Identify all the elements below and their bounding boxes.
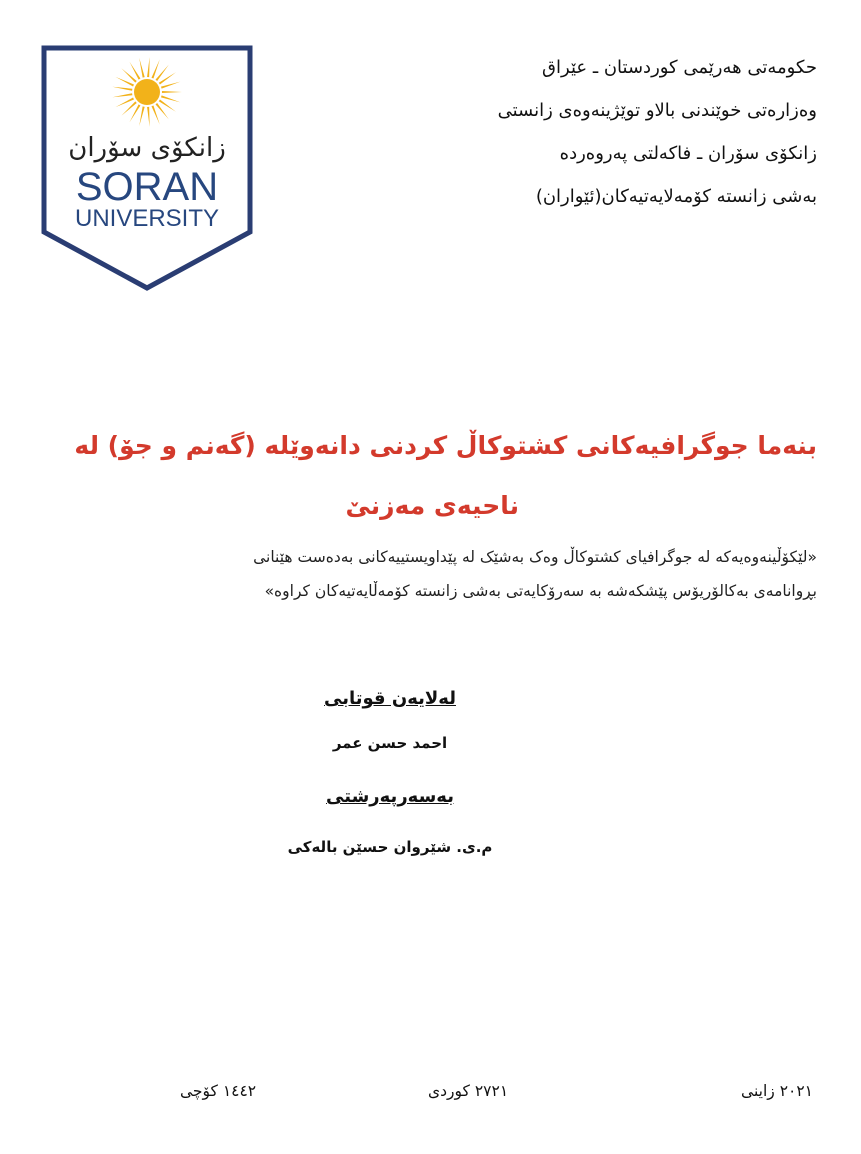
thesis-title-line2: ناحیەی مەزنێ [345, 491, 519, 520]
institution-header [347, 46, 817, 218]
date-gregorian: ٢٠٢١ زاینی [741, 1082, 813, 1100]
logo-soran-text: SORAN [75, 165, 219, 209]
student-name: احمد حسن عمر [332, 734, 448, 752]
sun-core [134, 79, 160, 105]
header-line-department: بەشی زانستە کۆمەلایەتیەکان(ئێواران) [535, 186, 817, 207]
logo-arabic-name: زانکۆی سۆران [68, 133, 226, 163]
header-line-university: زانکۆی سۆران ـ فاکەلتی پەروەردە [559, 143, 817, 164]
soran-university-logo [40, 44, 254, 292]
header-line-government: حکومەتی هەرێمی کوردستان ـ عێراق [542, 57, 817, 78]
supervisor-label: بەسەرپەرشتی [326, 786, 454, 807]
description-line1: «لێکۆڵینەوەیەکە لە جوگرافیای کشتوکاڵ وەک بەشێک لە پێداویستییەکانی بەدەست هێنانی [253, 548, 817, 566]
date-hijri: ١٤٤٢ کۆچی [180, 1082, 257, 1100]
header-line-ministry: وەزارەتی خوێندنی بالاو توێژینەوەی زانستی [497, 100, 817, 121]
thesis-title-line1: بنەما جوگرافیەکانی کشتوکاڵ کردنی دانەوێلە (گەنم و جۆ) لە [74, 431, 817, 460]
supervisor-name: م.ی. شێروان حسێن بالەکی [287, 838, 493, 856]
thesis-description [40, 540, 817, 608]
description-line2: بڕوانامەی بەکالۆریۆس پێشکەشە بە سەرۆکایەتی بەشی زانستە کۆمەڵایەتیەکان کراوە» [264, 582, 817, 600]
student-label: لەلایەن قوتابی [324, 688, 456, 709]
thesis-title [30, 428, 817, 524]
date-kurdish: ٢٧٢١ کوردی [428, 1082, 509, 1100]
logo-university-text: UNIVERSITY [74, 205, 220, 232]
